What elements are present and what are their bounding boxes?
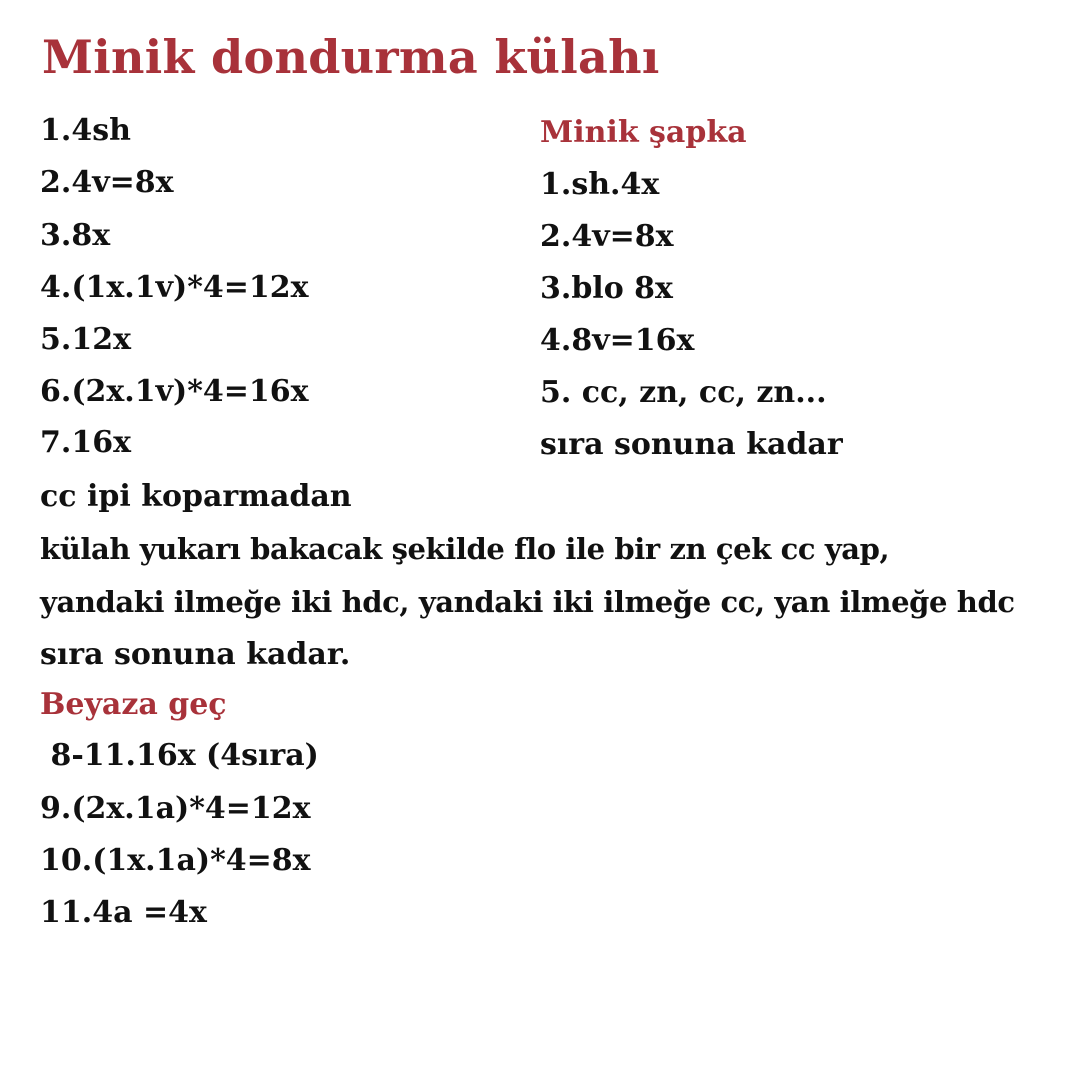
hat-heading: Minik şapka xyxy=(540,115,747,150)
instruction-line-2: külah yukarı bakacak şekilde flo ile bir zn çek cc yap, xyxy=(40,532,890,566)
white-row-1: 8-11.16x (4sıra) xyxy=(40,738,319,773)
hat-row-2: 2.4v=8x xyxy=(540,219,674,254)
cone-row-6: 6.(2x.1v)*4=16x xyxy=(40,374,309,409)
hat-row-1: 1.sh.4x xyxy=(540,167,660,202)
instruction-line-4: sıra sonuna kadar. xyxy=(40,637,351,672)
hat-row-6: sıra sonuna kadar xyxy=(540,427,843,462)
hat-row-5: 5. cc, zn, cc, zn... xyxy=(540,375,827,410)
cone-row-2: 2.4v=8x xyxy=(40,165,174,200)
page-title: Minik dondurma külahı xyxy=(42,30,660,84)
instruction-line-1: cc ipi koparmadan xyxy=(40,479,352,514)
cone-row-7: 7.16x xyxy=(40,425,131,460)
cone-row-5: 5.12x xyxy=(40,322,131,357)
white-row-4: 11.4a =4x xyxy=(40,895,207,930)
hat-row-4: 4.8v=16x xyxy=(540,323,695,358)
instruction-line-3: yandaki ilmeğe iki hdc, yandaki iki ilmeğe cc, yan ilmeğe hdc xyxy=(40,585,1015,619)
cone-row-4: 4.(1x.1v)*4=12x xyxy=(40,270,309,305)
hat-row-3: 3.blo 8x xyxy=(540,271,673,306)
white-heading: Beyaza geç xyxy=(40,687,227,722)
cone-row-1: 1.4sh xyxy=(40,113,131,148)
white-row-3: 10.(1x.1a)*4=8x xyxy=(40,843,311,878)
cone-row-3: 3.8x xyxy=(40,218,111,253)
white-row-2: 9.(2x.1a)*4=12x xyxy=(40,791,311,826)
